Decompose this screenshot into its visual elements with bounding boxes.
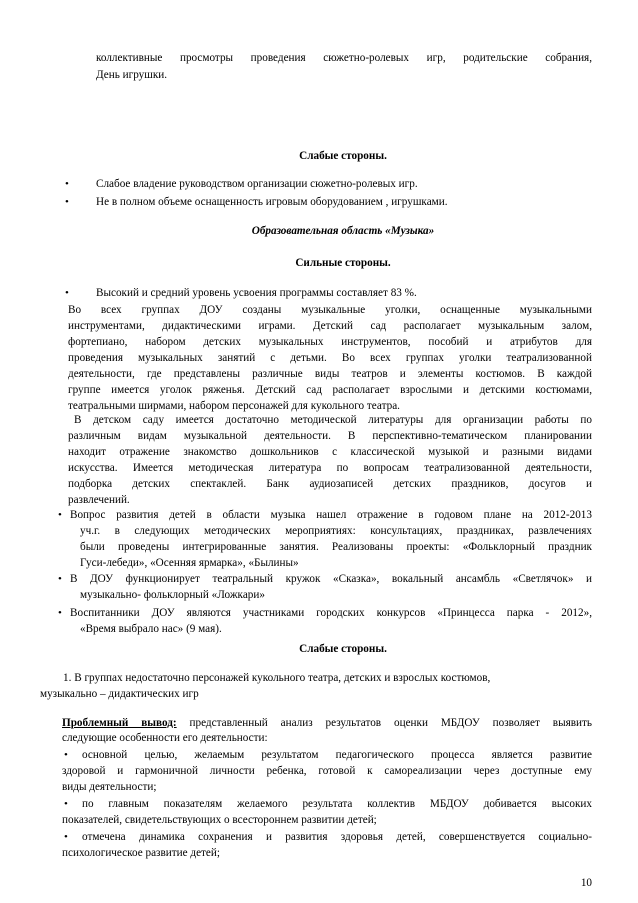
- bullet-icon: •: [58, 573, 62, 585]
- conclusion-text: представленный анализ результатов оценки МБДОУ позволяет выявить: [189, 717, 593, 729]
- music-bullet-2-line: Гуси-лебеди», «Осенняя ярмарка», «Былины»: [80, 557, 299, 569]
- music-para1-line: инструментами, дидактическими играми. Детский сад располагает музыкальным залом,: [68, 320, 592, 332]
- conclusion-b1-line: виды деятельности;: [62, 781, 157, 793]
- bullet-icon: •: [64, 831, 68, 843]
- music-para1-line: группе имеется уголок ряженья. Детский сад располагает взрослыми и детскими костюмами,: [68, 384, 592, 396]
- music-para2-line: В детском саду имеется достаточно методической литературы для организации работы по: [74, 414, 592, 426]
- bullet-icon: •: [65, 178, 69, 190]
- weak-heading-1: Слабые стороны.: [299, 150, 387, 162]
- conclusion-b1-line: основной целью, желаемым результатом педагогического процесса является развитие: [82, 749, 592, 761]
- intro-line-1: коллективные просмотры проведения сюжетно-ролевых игр, родительские собрания,: [96, 52, 592, 64]
- area-title-music: Образовательная область «Музыка»: [251, 225, 435, 237]
- bullet-icon: •: [65, 287, 69, 299]
- bullet-icon: •: [58, 509, 62, 521]
- bullet-icon: •: [58, 607, 62, 619]
- music-para2-line: находит отражение знакомство дошкольников с классической музыкой и разными видами: [68, 446, 592, 458]
- bullet-icon: •: [65, 196, 69, 208]
- music-para1-line: деятельности, где представлены различные виды театров и элементы костюмов. В каждой: [68, 368, 592, 380]
- music-bullet-4-line: «Время выбрало нас» (9 мая).: [80, 623, 222, 635]
- music-bullet-1: Высокий и средний уровень усвоения программы составляет 83 %.: [96, 287, 417, 299]
- music-bullet-2-line: уч.г. в следующих методических мероприятиях: консультациях, праздниках, развлечениях: [80, 525, 592, 537]
- weak-heading-2: Слабые стороны.: [299, 643, 387, 655]
- music-bullet-3-line: музыкально- фольклорный «Ложкари»: [80, 589, 265, 601]
- conclusion-b2-line: показателей, свидетельствующих о всестороннем развитии детей;: [62, 814, 377, 826]
- page-number: 10: [580, 877, 592, 889]
- music-para1-line: театральными ширмами, набором персонажей для кукольного театра.: [68, 400, 400, 412]
- conclusion-b2-line: по главным показателям желаемого результата коллектив МБДОУ добивается высоких: [82, 798, 592, 810]
- weak2-item-1-cont: музыкально – дидактических игр: [40, 688, 199, 700]
- conclusion-b1-line: здоровой и гармоничной личности ребенка, готовой к самореализации через доступные ему: [62, 765, 592, 777]
- music-bullet-2-line: были проведены интегрированные занятия. Реализованы проекты: «Фольклорный праздник: [80, 541, 592, 553]
- music-para1-line: Во всех группах ДОУ созданы музыкальные уголки, оснащенные музыкальными: [68, 304, 592, 316]
- music-bullet-4-line: Воспитанники ДОУ являются участниками городских конкурсов «Принцесса парка - 2012»,: [70, 607, 592, 619]
- conclusion-line-2: следующие особенности его деятельности:: [62, 732, 268, 744]
- music-para2-line: развлечений.: [68, 494, 130, 506]
- bullet-icon: •: [64, 749, 68, 761]
- conclusion-line-1: [62, 716, 592, 730]
- music-para2-line: подборка детских спектаклей. Банк аудиозаписей детских праздников, досугов и: [68, 478, 592, 490]
- conclusion-b3-line: психологическое развитие детей;: [62, 847, 220, 859]
- music-bullet-3-line: В ДОУ функционирует театральный кружок «Сказка», вокальный ансамбль «Светлячок» и: [70, 573, 592, 585]
- music-para1-line: проведения музыкальных занятий с детьми. Во всех группах уголки театрализованной: [68, 352, 592, 364]
- conclusion-b3-line: отмечена динамика сохранения и развития здоровья детей, совершенствуется социально-: [82, 831, 592, 843]
- conclusion-label: Проблемный вывод:: [62, 717, 177, 729]
- intro-line-2: День игрушки.: [96, 69, 168, 81]
- weak2-item-1: 1. В группах недостаточно персонажей кукольного театра, детских и взрослых костюмов,: [63, 672, 491, 684]
- music-bullet-2-line: Вопрос развития детей в области музыка нашел отражение в годовом плане на 2012-2013: [70, 509, 592, 521]
- bullet-icon: •: [64, 798, 68, 810]
- music-para1-line: фортепиано, набором детских музыкальных инструментов, пособий и атрибутов для: [68, 336, 592, 348]
- strong-heading: Сильные стороны.: [295, 257, 391, 269]
- weak1-item-1: Слабое владение руководством организации сюжетно-ролевых игр.: [96, 178, 418, 190]
- weak1-item-2: Не в полном объеме оснащенность игровым оборудованием , игрушками.: [96, 196, 448, 208]
- music-para2-line: искусства. Имеется методическая литература по вопросам театрализованной деятельности,: [68, 462, 592, 474]
- music-para2-line: различным видам музыкальной деятельности. В перспективно-тематическом планировании: [68, 430, 592, 442]
